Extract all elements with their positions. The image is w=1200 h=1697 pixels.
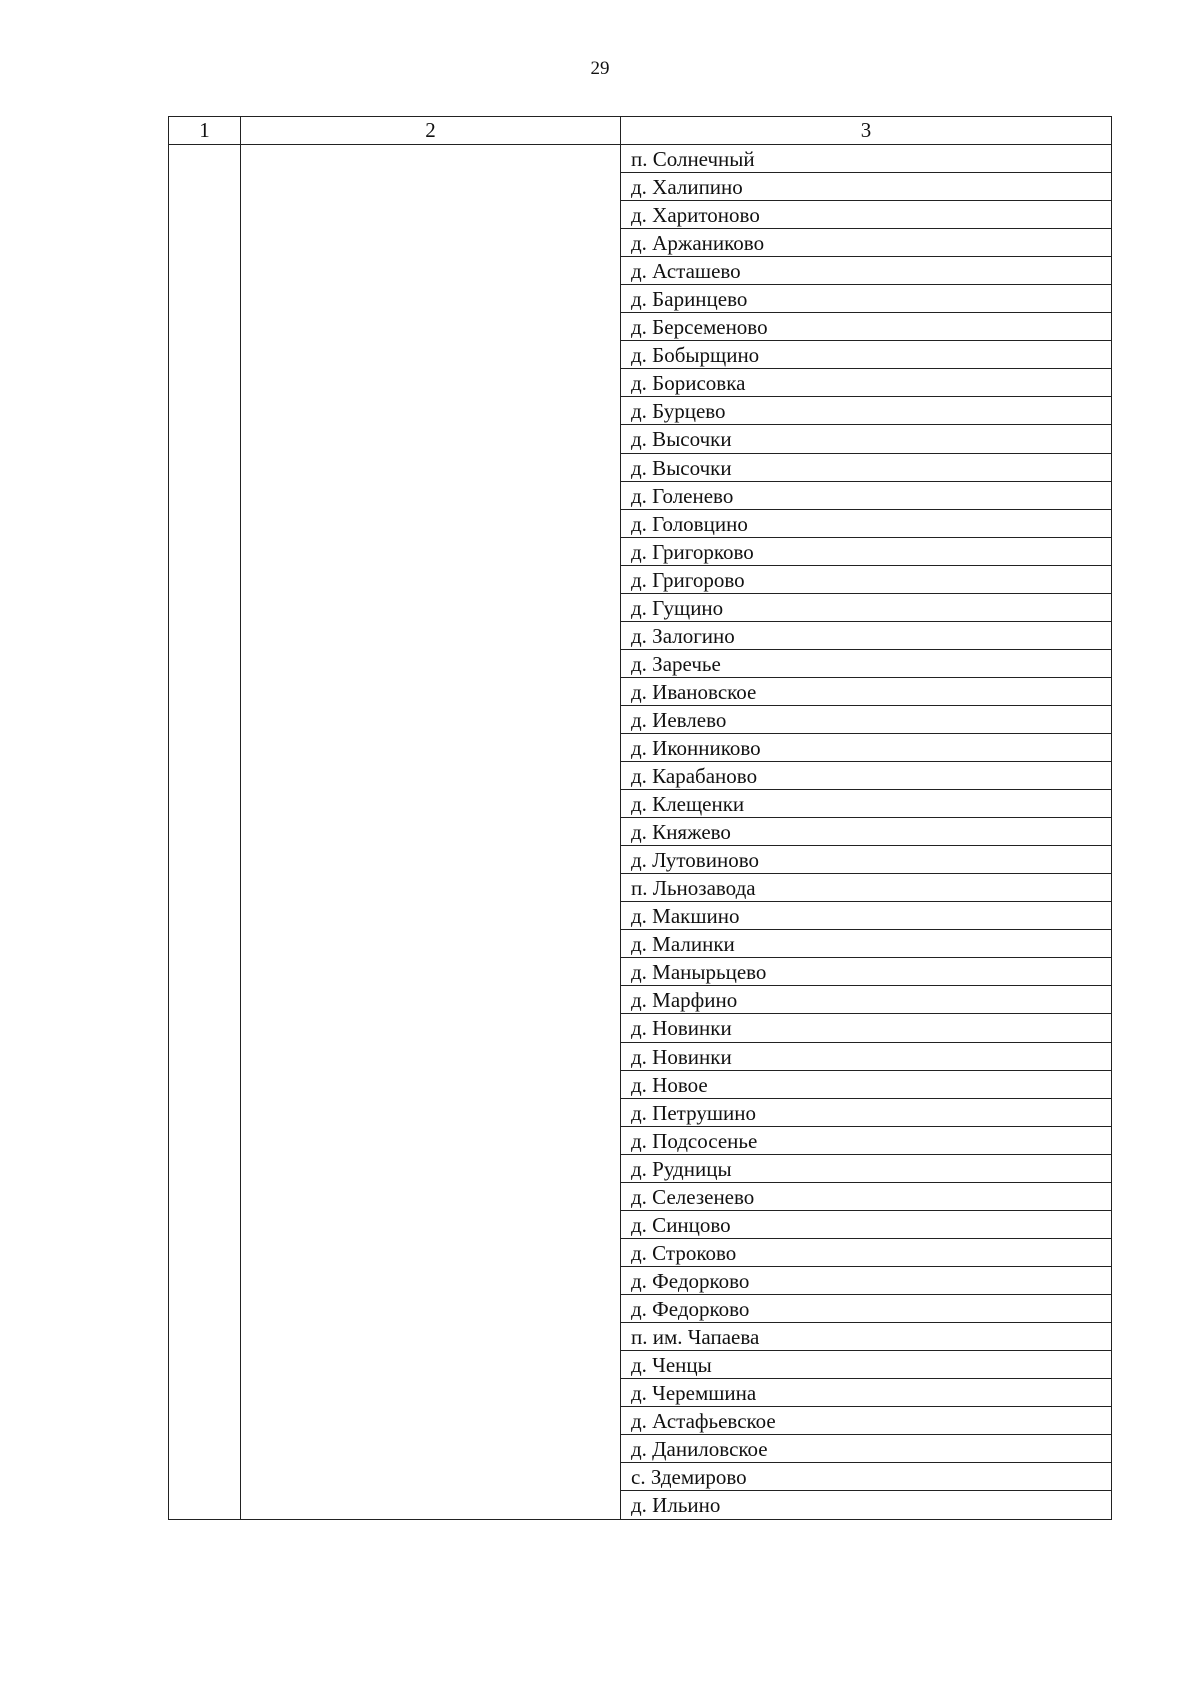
settlement-row: д. Бурцево <box>621 397 1111 425</box>
settlement-row: д. Карабаново <box>621 762 1111 790</box>
column-2-cell <box>241 145 621 1520</box>
settlement-row: д. Залогино <box>621 622 1111 650</box>
settlement-row: д. Ивановское <box>621 678 1111 706</box>
settlement-row: д. Асташево <box>621 257 1111 285</box>
settlement-row: д. Бобырщино <box>621 341 1111 369</box>
settlement-row: д. Баринцево <box>621 285 1111 313</box>
settlement-row: д. Рудницы <box>621 1155 1111 1183</box>
settlement-row: д. Харитоново <box>621 201 1111 229</box>
settlement-row: с. Здемирово <box>621 1463 1111 1491</box>
settlement-row: д. Гущино <box>621 594 1111 622</box>
settlement-row: д. Аржаниково <box>621 229 1111 257</box>
settlement-row: д. Малинки <box>621 930 1111 958</box>
settlement-row: д. Строково <box>621 1239 1111 1267</box>
settlement-row: д. Астафьевское <box>621 1407 1111 1435</box>
settlement-row: д. Халипино <box>621 173 1111 201</box>
settlement-row: д. Иконниково <box>621 734 1111 762</box>
settlement-row: д. Иевлево <box>621 706 1111 734</box>
settlement-row: д. Головцино <box>621 510 1111 538</box>
settlement-row: д. Григорово <box>621 566 1111 594</box>
settlement-row: д. Селезенево <box>621 1183 1111 1211</box>
settlement-list-cell <box>621 145 1112 1520</box>
settlement-row: д. Черемшина <box>621 1379 1111 1407</box>
settlement-row: п. им. Чапаева <box>621 1323 1111 1351</box>
column-header-3: 3 <box>621 117 1112 145</box>
settlement-row: д. Клещенки <box>621 790 1111 818</box>
settlements-table <box>168 116 1112 1520</box>
settlement-row: д. Новое <box>621 1071 1111 1099</box>
settlement-row: д. Борисовка <box>621 369 1111 397</box>
settlement-row: д. Федорково <box>621 1267 1111 1295</box>
settlement-row: д. Петрушино <box>621 1099 1111 1127</box>
settlement-row: д. Даниловское <box>621 1435 1111 1463</box>
settlement-row: д. Синцово <box>621 1211 1111 1239</box>
settlement-row: д. Макшино <box>621 902 1111 930</box>
settlement-row: д. Высочки <box>621 454 1111 482</box>
settlement-row: д. Новинки <box>621 1014 1111 1042</box>
settlement-row: д. Лутовиново <box>621 846 1111 874</box>
page-number: 29 <box>590 58 610 79</box>
settlement-row: п. Солнечный <box>621 145 1111 173</box>
settlement-row: д. Федорково <box>621 1295 1111 1323</box>
column-header-2: 2 <box>241 117 621 145</box>
settlement-row: д. Ченцы <box>621 1351 1111 1379</box>
settlement-row: д. Заречье <box>621 650 1111 678</box>
settlement-list <box>621 145 1111 1519</box>
settlement-row: д. Марфино <box>621 986 1111 1014</box>
column-header-1: 1 <box>169 117 241 145</box>
settlement-row: д. Григорково <box>621 538 1111 566</box>
settlement-row: д. Княжево <box>621 818 1111 846</box>
table-body-row <box>169 145 1112 1520</box>
settlement-row: д. Манырьцево <box>621 958 1111 986</box>
table-header-row <box>169 117 1112 145</box>
settlement-row: д. Голенево <box>621 482 1111 510</box>
settlement-row: д. Подсосенье <box>621 1127 1111 1155</box>
settlement-row: п. Льнозавода <box>621 874 1111 902</box>
settlement-row: д. Высочки <box>621 425 1111 453</box>
column-1-cell <box>169 145 241 1520</box>
settlement-row: д. Новинки <box>621 1043 1111 1071</box>
settlement-row: д. Берсеменово <box>621 313 1111 341</box>
settlement-row: д. Ильино <box>631 1493 721 1518</box>
